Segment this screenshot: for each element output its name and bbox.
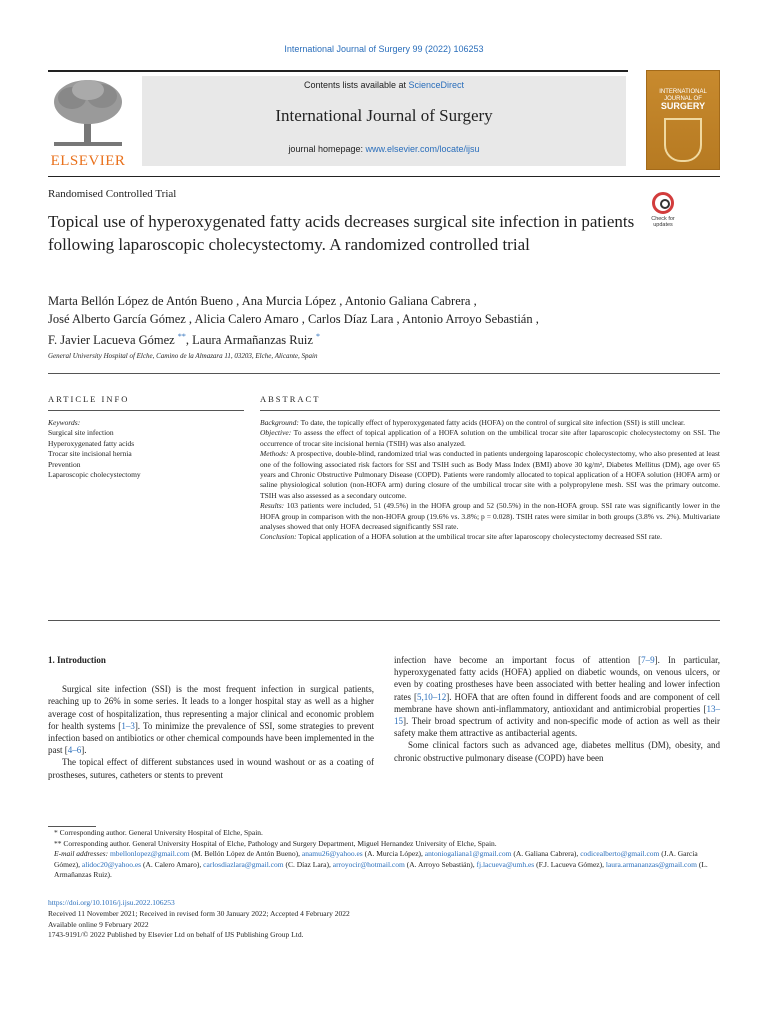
publisher-wordmark: ELSEVIER bbox=[50, 153, 126, 169]
abstract-heading: ABSTRACT bbox=[260, 394, 321, 404]
footnote-emails: E-mail addresses: mbellonlopez@gmail.com (M. Bellón López de Antón Bueno), anamu26@yahoo.es (A. Murcia López), antoniogaliana1@gmail.com (A. Galiana Cabrera), codicealberto@gmail.com (J.A. García Gómez), alidoc20@yahoo.es (A. Calero Amaro), carlosdiazlara@gmail.com (C. Díaz Lara), arroyocir@hotmail.com (A. Arroyo Sebastián), fj.lacueva@umh.es (F.J. Lacueva Gómez), laura.armananzas@gmail.com (L. Armañanzas Ruiz). bbox=[54, 849, 708, 880]
sciencedirect-link[interactable]: ScienceDirect bbox=[408, 80, 465, 90]
cover-crest-icon bbox=[664, 118, 702, 162]
journal-reference[interactable]: International Journal of Surgery 99 (2022) 106253 bbox=[284, 44, 484, 54]
authors-line-3[interactable]: F. Javier Lacueva Gómez **, Laura Armañanzas Ruiz * bbox=[48, 332, 321, 348]
journal-masthead bbox=[142, 76, 626, 166]
body-paragraph: The topical effect of different substances used in wound washout or as a coating of prostheses, sutures, catheters or stents to prevent bbox=[48, 757, 374, 780]
email-link[interactable]: antoniogaliana1@gmail.com bbox=[424, 849, 512, 859]
footnotes bbox=[48, 828, 720, 881]
citation-link[interactable]: 5,10–12 bbox=[416, 691, 447, 702]
elsevier-logo[interactable] bbox=[46, 78, 130, 169]
keyword-item: Surgical site infection bbox=[48, 428, 114, 438]
footnote-rule bbox=[48, 826, 96, 827]
email-link[interactable]: alidoc20@yahoo.es bbox=[81, 859, 142, 869]
citation-link[interactable]: 13–15 bbox=[394, 703, 720, 727]
keyword-item: Trocar site incisional hernia bbox=[48, 449, 132, 459]
email-link[interactable]: arroyocir@hotmail.com bbox=[332, 859, 405, 869]
abstract-conclusion: Conclusion: Topical application of a HOFA solution at the umbilical trocar site after laparoscopy cholecystectomy decreased SSI rate. bbox=[260, 532, 663, 542]
email-link[interactable]: carlosdiazlara@gmail.com bbox=[203, 859, 284, 869]
keywords-label: Keywords: bbox=[48, 418, 81, 427]
abstract-objective: Objective: To assess the effect of topical application of a HOFA solution on the umbilical trocar site after laparoscopic cholecystectomy on SSI. The occurrence of trocar site incisional hernia (TSIH) was also analyzed. bbox=[260, 428, 720, 448]
keyword-item: Hyperoxygenated fatty acids bbox=[48, 438, 135, 448]
abstract-results: Results: 103 patients were included, 51 (49.5%) in the HOFA group and 52 (50.5%) in the non-HOFA group. SSI rate was significantly lower in the HOFA group in comparison with the non-HOFA group (19.6% vs. 3.8%; p = 0.028). TSIH rates were similar in both groups (3.8% vs. 2%). Multivariate analyses showed that only HOFA decreased significantly SSI rate. bbox=[260, 501, 720, 532]
section-heading-introduction: 1. Introduction bbox=[48, 655, 106, 665]
check-updates-label: Check for updates bbox=[651, 216, 675, 228]
received-dates: Received 11 November 2021; Received in revised form 30 January 2022; Accepted 4 February 2022 bbox=[48, 908, 350, 918]
copyright-line: 1743-9191/© 2022 Published by Elsevier Ltd on behalf of IJS Publishing Group Ltd. bbox=[48, 930, 304, 940]
email-link[interactable]: laura.armananzas@gmail.com bbox=[605, 859, 697, 869]
journal-name: International Journal of Surgery bbox=[275, 106, 493, 125]
keyword-item: Prevention bbox=[48, 459, 81, 469]
citation-link[interactable]: 4–6 bbox=[67, 745, 82, 756]
footnote-corresponding-2: ** Corresponding author. General University Hospital of Elche, Pathology and Surgery Department, Miguel Hernandez University of Elche, Spain. bbox=[54, 838, 497, 848]
check-for-updates-badge[interactable] bbox=[648, 192, 678, 234]
authors-line-1[interactable]: Marta Bellón López de Antón Bueno , Ana Murcia López , Antonio Galiana Cabrera , bbox=[48, 294, 477, 308]
corresponding-mark-2[interactable]: ** bbox=[177, 332, 186, 341]
email-link[interactable]: codicealberto@gmail.com bbox=[580, 849, 660, 859]
email-link[interactable]: mbellonlopez@gmail.com bbox=[109, 849, 190, 859]
body-paragraph: infection have become an important focus of attention [7–9]. In particular, hyperoxygenated fatty acids (HOFA) applied on diabetic wounds, on venous ulcers, or even by coating prostheses have been associated with better healing and lower infection rates [5,10–12]. HOFA that are often found in different foods and are component of cell membrane have shown anti-inflammatory, antioxidant and antimicrobial properties [13–15]. Their broad spectrum of activity and non-specific mode of action as well as their safety make them attractive as antibacterial agents. bbox=[394, 655, 720, 739]
available-online: Available online 9 February 2022 bbox=[48, 919, 149, 929]
article-info-heading: ARTICLE INFO bbox=[48, 394, 130, 404]
body-paragraph: Some clinical factors such as advanced age, diabetes mellitus (DM), obesity, and chronic obstructive pulmonary disease (COPD) have been bbox=[394, 740, 720, 763]
citation-link[interactable]: 7–9 bbox=[641, 655, 655, 665]
body-column-right bbox=[394, 654, 720, 764]
citation-link[interactable]: 1–3 bbox=[121, 720, 135, 731]
abstract-background: Background: To date, the topically effect of hyperoxygenated fatty acids (HOFA) on the control of surgical site infection (SSI) is still unclear. bbox=[260, 418, 685, 427]
body-column-left bbox=[48, 654, 374, 781]
affiliation-rule bbox=[48, 373, 720, 374]
publication-info bbox=[48, 898, 720, 941]
article-type: Randomised Controlled Trial bbox=[48, 188, 177, 200]
affiliation: General University Hospital of Elche, Camino de la Almazara 11, 03203, Elche, Alicante, Spain bbox=[48, 352, 318, 360]
homepage-line: journal homepage: www.elsevier.com/locate/ijsu bbox=[288, 144, 480, 154]
journal-cover-thumbnail[interactable] bbox=[646, 70, 720, 170]
top-rule bbox=[48, 70, 628, 72]
abstract-methods: Methods: A prospective, double-blind, randomized trial was conducted in patients undergoing laparoscopic cholecystectomy, who also presented at least one of the following associated risk factors for SSI and TSIH such as Body Mass Index (BMI) above 30 kg/m², Diabetes Mellitus (DM), age over 65 years and Chronic Obstructive Pulmonary Disease (COPD). Patients were randomly allocated to topical application of a HOFA solution (HOFA arm) or saline physiological solution (non-HOFA arm) during closure of the umbilical trocar site with a polypropylene mesh. SSI was the primary outcome. TSIH was also assessed as a secondary outcome. bbox=[260, 449, 720, 500]
abstract-body bbox=[260, 418, 720, 543]
body-paragraph: Surgical site infection (SSI) is the most frequent infection in surgical patients, reaching up to 26% in some series. It leads to a longer hospital stay as well as a higher average cost of hospitalization, thus representing a major clinical and economic problem for health systems [1–3]. To minimize the prevalence of SSI, some strategies to prevent infection based on antibiotics or other chemical compounds have been implemented in the past [4–6]. bbox=[48, 684, 375, 756]
author-list bbox=[48, 292, 688, 349]
corresponding-mark-1[interactable]: * bbox=[316, 332, 321, 341]
footnote-corresponding-1: * Corresponding author. General University Hospital of Elche, Spain. bbox=[54, 828, 263, 837]
keywords-block bbox=[48, 418, 244, 480]
cover-title: INTERNATIONAL JOURNAL OF SURGERY bbox=[659, 89, 707, 111]
header-rule bbox=[48, 176, 720, 177]
doi-link[interactable]: https://doi.org/10.1016/j.ijsu.2022.106253 bbox=[48, 898, 175, 907]
article-title: Topical use of hyperoxygenated fatty acids decreases surgical site infection in patients following laparoscopic cholecystectomy. A randomized controlled trial bbox=[48, 212, 635, 254]
email-link[interactable]: anamu26@yahoo.es bbox=[301, 849, 363, 859]
abstract-end-rule bbox=[48, 620, 720, 621]
email-link[interactable]: fj.lacueva@umh.es bbox=[476, 859, 535, 869]
keyword-item: Laparoscopic cholecystectomy bbox=[48, 470, 141, 480]
abstract-rule bbox=[260, 410, 720, 411]
check-updates-icon bbox=[652, 192, 674, 214]
authors-line-2[interactable]: José Alberto García Gómez , Alicia Calero Amaro , Carlos Díaz Lara , Antonio Arroyo Sebastián , bbox=[48, 312, 539, 326]
homepage-link[interactable]: www.elsevier.com/locate/ijsu bbox=[365, 144, 480, 154]
article-info-rule bbox=[48, 410, 244, 411]
contents-line: Contents lists available at ScienceDirect bbox=[303, 80, 465, 90]
elsevier-tree-icon bbox=[50, 78, 126, 148]
